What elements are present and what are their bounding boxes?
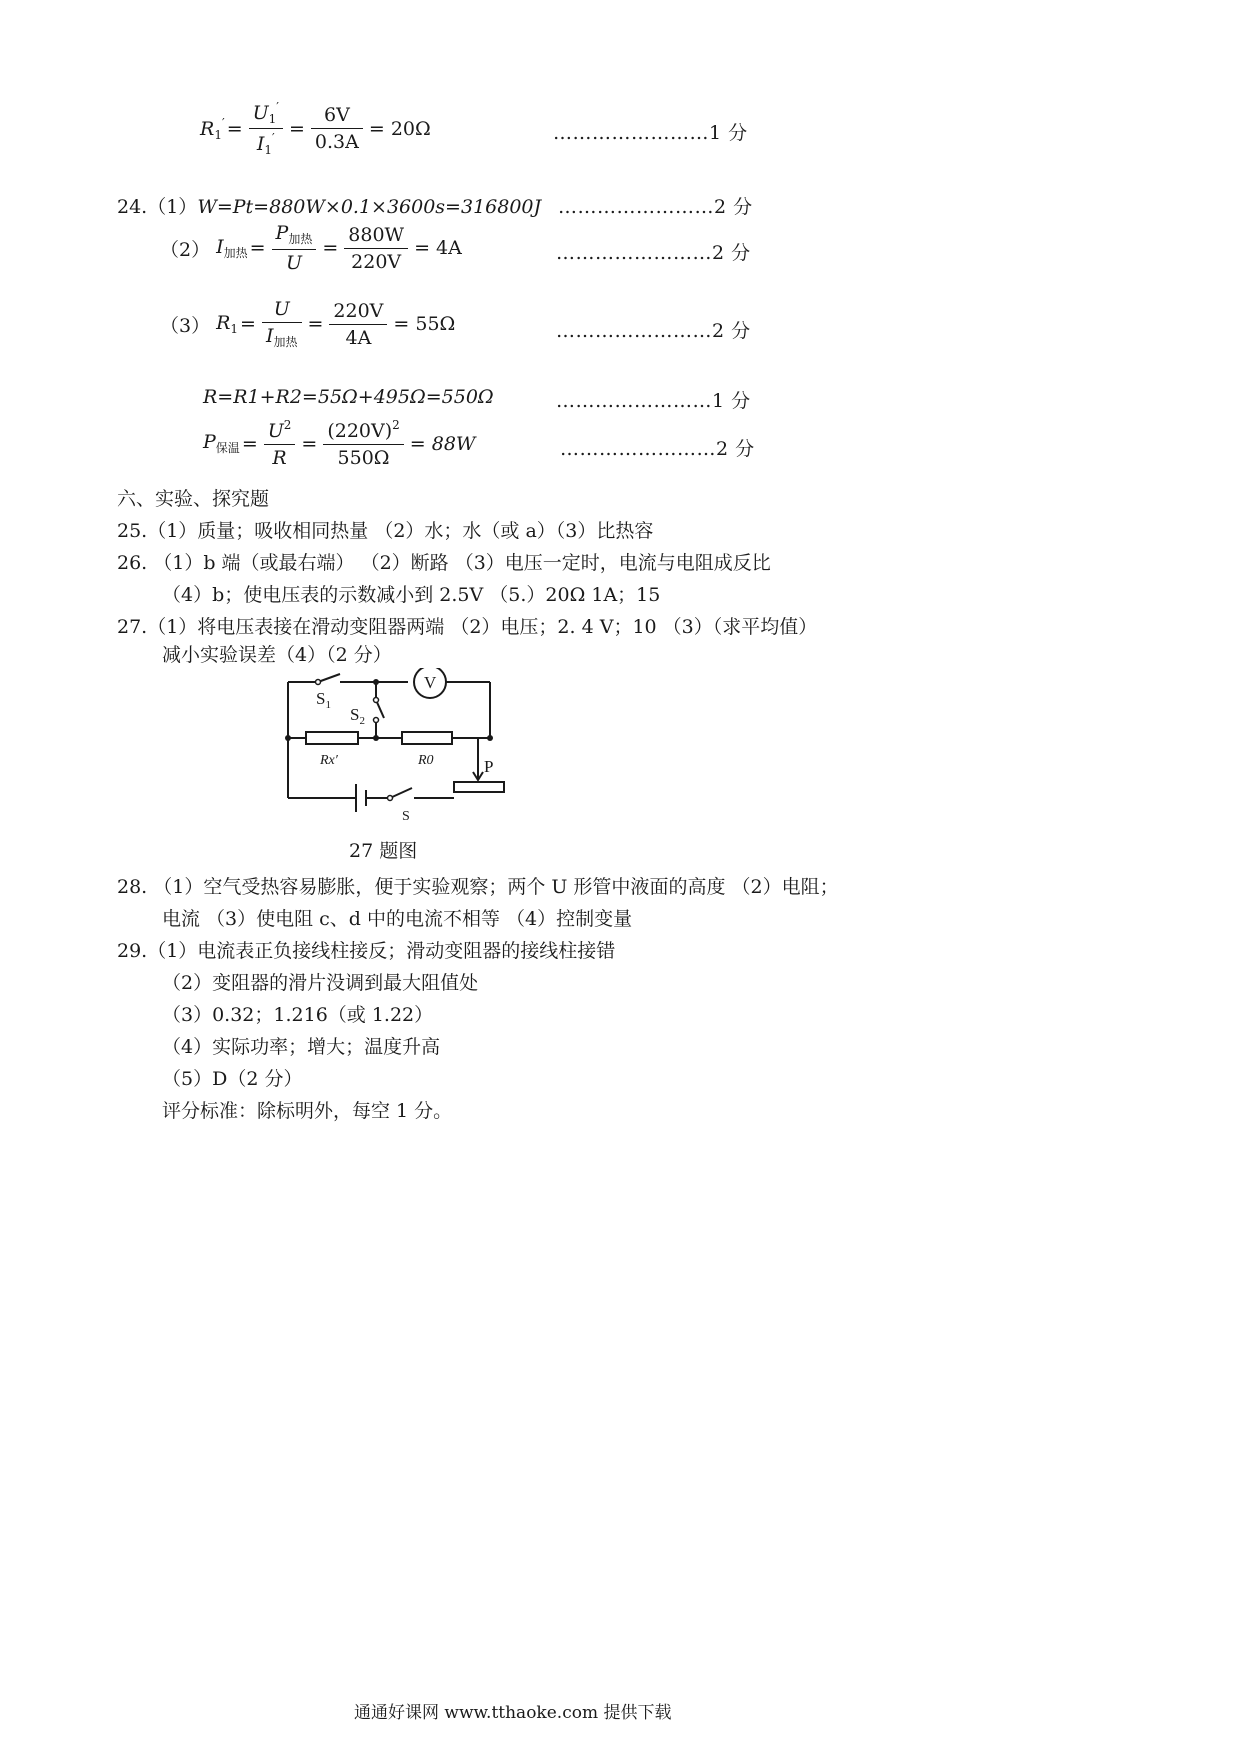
- footer-source: 通通好课网 www.tthaoke.com 提供下载: [354, 1703, 672, 1723]
- circuit-diagram: [270, 668, 510, 828]
- formula-r1-score: ……………………1 分: [553, 122, 748, 144]
- formula-r1-prime: $R_1'$ = $\frac{U_1'}{I_1'}$ = $\frac{6V}{0.3A}$ = 20Ω: [200, 100, 431, 157]
- q24-keep-warm-power: $P_{保温}$ = $\frac{U^2}{R}$ = $\frac{(220V)^2}{550\Omega}$ = 88W: [203, 418, 476, 469]
- q29-answer-line4: （4）实际功率；增大；温度升高: [162, 1036, 441, 1058]
- circuit-label-s1: $S_1$: [316, 689, 331, 711]
- q28-answer-line1: 28. （1）空气受热容易膨胀，便于实验观察；两个 U 形管中液面的高度 （2）电阻；: [117, 876, 839, 898]
- q27-answer-line2: 减小实验误差（4）（2 分）: [162, 644, 392, 666]
- q26-answer-line2: （4）b；使电压表的示数减小到 2.5V （5.）20Ω 1A；15: [162, 584, 661, 606]
- circuit-label-v: V: [424, 673, 437, 692]
- circuit-caption: 27 题图: [349, 840, 418, 862]
- circuit-label-r0: R0: [418, 753, 434, 768]
- q29-answer-line3: （3）0.32；1.216（或 1.22）: [162, 1004, 434, 1026]
- circuit-label-rx: Rx′: [320, 753, 338, 768]
- q24-part1-score: ……………………2 分: [558, 196, 753, 218]
- q24-part2-score: ……………………2 分: [556, 242, 751, 264]
- q27-answer-line1: 27.（1）将电压表接在滑动变阻器两端 （2）电压；2. 4 V；10 （3）（求平均值）: [117, 616, 818, 638]
- q28-answer-line2: 电流 （3）使电阻 c、d 中的电流不相等 （4）控制变量: [162, 908, 633, 930]
- q24-keep-warm-score: ……………………2 分: [560, 438, 755, 460]
- circuit-label-s2: $S_2$: [350, 705, 365, 727]
- scoring-note: 评分标准：除标明外，每空 1 分。: [162, 1100, 453, 1122]
- q24-part2-formula: （2） $I_{加热}$ = $\frac{P_{加热}}{U}$ = $\frac{880W}{220V}$ = 4A: [160, 222, 462, 274]
- q24-part3-score: ……………………2 分: [556, 320, 751, 342]
- q26-answer-line1: 26. （1）b 端（或最右端） （2）断路 （3）电压一定时，电流与电阻成反比: [117, 552, 771, 574]
- q25-answer: 25.（1）质量；吸收相同热量 （2）水；水（或 a）（3）比热容: [117, 520, 654, 542]
- formula-r1-fraction-1: $\frac{U_1'}{I_1'}$: [249, 100, 283, 157]
- q24-part3-formula: （3） $R_1$ = $\frac{U}{I_{加热}}$ = $\frac{220V}{4A}$ = 55Ω: [160, 298, 456, 349]
- q29-answer-line1: 29.（1）电流表正负接线柱接反；滑动变阻器的接线柱接错: [117, 940, 616, 962]
- formula-r1-lhs: $R_1'$: [200, 115, 225, 142]
- circuit-label-p: P: [484, 757, 494, 776]
- formula-r1-fraction-2: $\frac{6V}{0.3A}$: [311, 104, 363, 153]
- q24-part1: 24.（1）W=Pt=880W×0.1×3600s=316800J: [117, 196, 542, 218]
- q24-total-resistance-score: ……………………1 分: [556, 390, 751, 412]
- circuit-label-s: S: [402, 809, 410, 824]
- q29-answer-line2: （2）变阻器的滑片没调到最大阻值处: [162, 972, 479, 994]
- section-heading: 六、实验、探究题: [117, 488, 270, 510]
- q29-answer-line5: （5）D（2 分）: [162, 1068, 303, 1090]
- q24-total-resistance: R=R1+R2=55Ω+495Ω=550Ω: [203, 386, 494, 408]
